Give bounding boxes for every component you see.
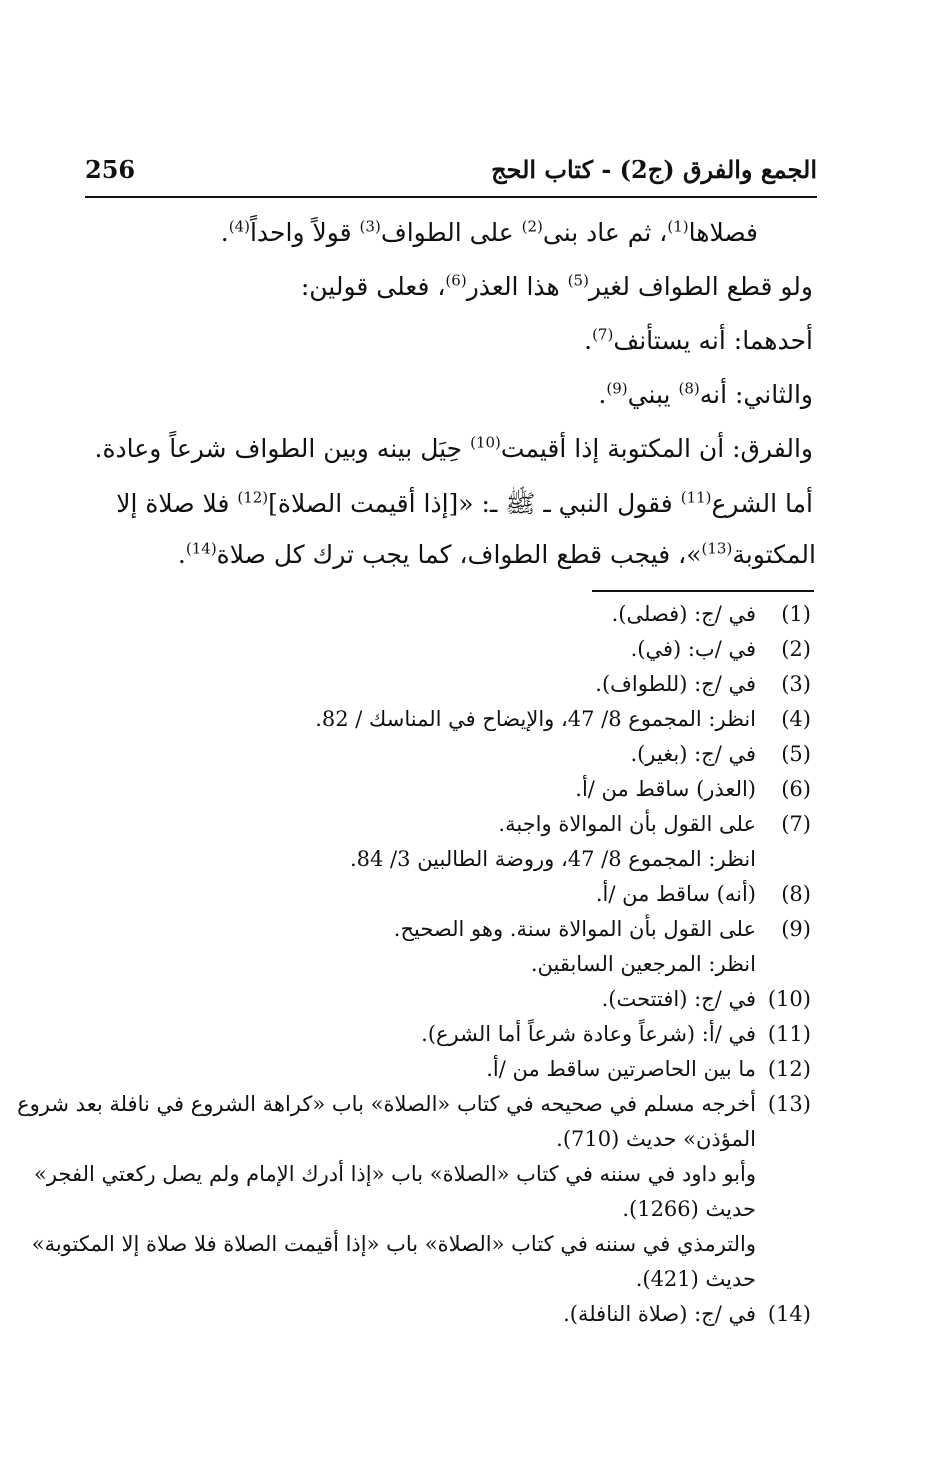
- footnote-number: (6): [781, 777, 811, 801]
- footnote-continuation: المؤذن» حديث (710).: [556, 1127, 756, 1151]
- footnote-text: في /ج: (افتتحت).: [601, 987, 756, 1011]
- footnote-text: على القول بأن الموالاة واجبة.: [498, 812, 756, 836]
- footnote-number: (12): [767, 1057, 811, 1081]
- footnote-text: انظر: المجموع 8/ 47، والإيضاح في المناسك / 82.: [315, 707, 756, 731]
- footnote-continuation: والترمذي في سننه في كتاب «الصلاة» باب «إذا أقيمت الصلاة فلا صلاة إلا المكتوبة»: [31, 1232, 756, 1256]
- footnote-text: ما بين الحاصرتين ساقط من /أ.: [486, 1057, 756, 1081]
- footnote-text: في /ج: (صلاة النافلة).: [563, 1302, 756, 1326]
- footnote-text: في /ب: (في).: [630, 637, 756, 661]
- running-title: الجمع والفرق (ج2) - كتاب الحج: [491, 155, 817, 184]
- footnote-number: (11): [767, 1022, 811, 1046]
- footnote-number: (9): [781, 917, 811, 941]
- body-line: والفرق: أن المكتوبة إذا أقيمت$^{(10)}$ حِيَل بينه وبين الطواف شرعاً وعادة.: [94, 433, 813, 463]
- footnote-separator: [592, 590, 814, 592]
- footnote-number: (4): [781, 707, 811, 731]
- footnote-text: (العذر) ساقط من /أ.: [575, 777, 756, 801]
- footnote-number: (14): [767, 1302, 811, 1326]
- footnote-text: على القول بأن الموالاة سنة. وهو الصحيح.: [393, 917, 756, 941]
- footnote-number: (13): [767, 1092, 811, 1116]
- page-header: [85, 155, 817, 195]
- body-line: ولو قطع الطواف لغير$^{(5)}$ هذا العذر$^{(6)}$، فعلى قولين:: [300, 271, 813, 301]
- body-line: المكتوبة$^{(13)}$»، فيجب قطع الطواف، كما يجب ترك كل صلاة$^{(14)}$.: [177, 539, 816, 569]
- page-number: 256: [85, 155, 136, 184]
- footnote-number: (3): [781, 672, 811, 696]
- body-line: أما الشرع$^{(11)}$ فقول النبي ـ ﷺ ـ: «[إذا أقيمت الصلاة]$^{(12)}$ فلا صلاة إلا: [116, 488, 813, 518]
- footnote-number: (8): [781, 882, 811, 906]
- body-line: والثاني: أنه$^{(8)}$ يبني$^{(9)}$.: [598, 379, 813, 409]
- footnote-continuation: انظر: المجموع 8/ 47، وروضة الطالبين 3/ 84.: [349, 847, 756, 871]
- footnote-number: (5): [781, 742, 811, 766]
- footnote-continuation: انظر: المرجعين السابقين.: [530, 952, 756, 976]
- footnote-number: (1): [781, 602, 811, 626]
- body-line: أحدهما: أنه يستأنف$^{(7)}$.: [584, 325, 813, 355]
- footnote-text: في /ج: (للطواف).: [595, 672, 756, 696]
- header-rule: [85, 196, 817, 198]
- footnote-number: (7): [781, 812, 811, 836]
- footnote-text: في /ج: (فصلى).: [611, 602, 756, 626]
- footnote-continuation: حديث (421).: [635, 1267, 756, 1291]
- footnote-text: أخرجه مسلم في صحيحه في كتاب «الصلاة» باب «كراهة الشروع في نافلة بعد شروع: [17, 1092, 756, 1116]
- body-line: فصلاها$^{(1)}$، ثم عاد بنى$^{(2)}$ على الطواف$^{(3)}$ قولاً واحداً$^{(4)}$.: [220, 217, 758, 247]
- footnote-number: (2): [781, 637, 811, 661]
- footnote-number: (10): [767, 987, 811, 1011]
- footnote-text: في /ج: (بغير).: [630, 742, 756, 766]
- footnote-continuation: حديث (1266).: [622, 1197, 756, 1221]
- footnote-text: (أنه) ساقط من /أ.: [595, 882, 756, 906]
- footnote-continuation: وأبو داود في سننه في كتاب «الصلاة» باب «إذا أدرك الإمام ولم يصل ركعتي الفجر»: [34, 1162, 756, 1186]
- footnote-text: في /أ: (شرعاً وعادة شرعاً أما الشرع).: [421, 1022, 756, 1046]
